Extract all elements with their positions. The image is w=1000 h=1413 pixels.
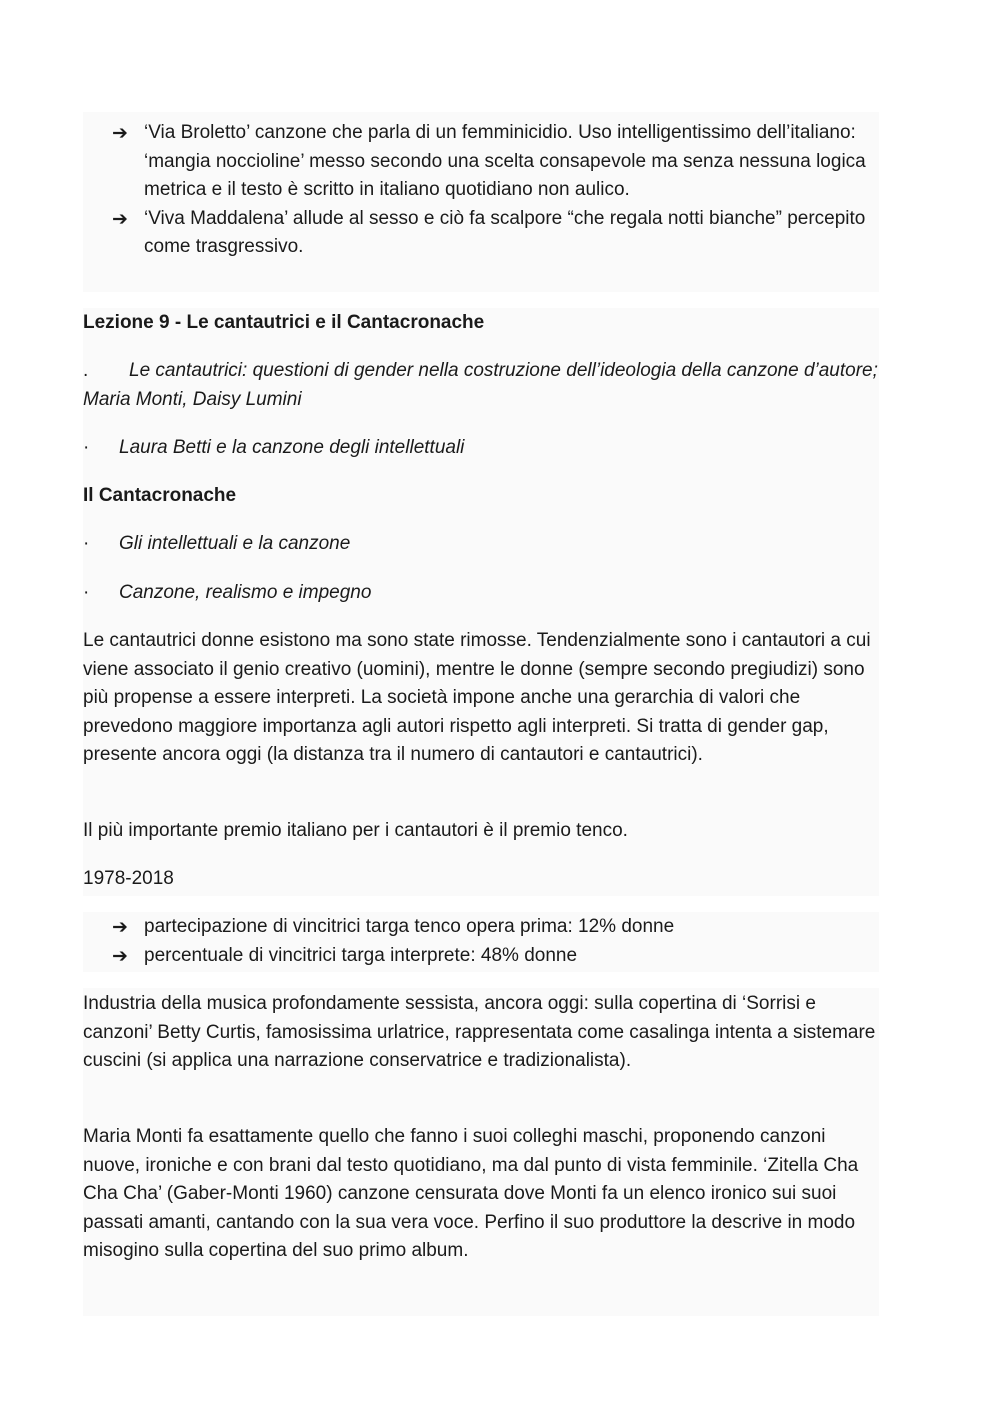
bullet-item — [112, 913, 882, 942]
arrow-icon: ➔ — [112, 207, 128, 230]
bullet-text: partecipazione di vincitrici targa tenco opera prima: 12% donne — [144, 916, 675, 937]
stats-bullet-list — [112, 913, 882, 970]
topic-item — [83, 530, 883, 559]
bullet-item — [112, 205, 882, 262]
section-heading: Il Cantacronache — [83, 485, 237, 506]
top-bullet-list — [112, 119, 882, 262]
paragraph: Industria della musica profondamente sessista, ancora oggi: sulla copertina di ‘Sorrisi e canzoni’ Betty Curtis, famosissima urlatrice, rappresentata come casalinga intenta a sistemare cuscini (si applica una narrazione conservatrice e tradizionalista). — [83, 993, 876, 1071]
bullet-text: percentuale di vincitrici targa interprete: 48% donne — [144, 944, 578, 966]
topic-marker: . — [83, 360, 89, 381]
years-label: 1978-2018 — [83, 868, 174, 889]
arrow-icon: ➔ — [112, 122, 128, 144]
lesson-heading: Lezione 9 - Le cantautrici e il Cantacronache — [83, 312, 485, 333]
paragraph: Le cantautrici donne esistono ma sono state rimosse. Tendenzialmente sono i cantautori a cui viene associato il genio creativo (uomini), mentre le donne (sempre secondo pregiudizi) sono più propense a essere interpreti. La società impone anche una gerarchia di valori che prevedono maggiore importanza agli autori rispetto agli interpreti. Si tratta di gender gap, presente ancora oggi (la distanza tra il numero di cantautori e cantautrici). — [83, 630, 871, 765]
paragraph: Il più importante premio italiano per i cantautori è il premio tenco. — [83, 820, 628, 841]
topic-marker: · — [83, 533, 90, 554]
topic-marker: · — [83, 437, 90, 458]
bullet-text: ‘Viva Maddalena’ allude al sesso e ciò fa scalpore “che regala notti bianche” percepito come trasgressivo. — [144, 207, 866, 257]
topic-text: Gli intellettuali e la canzone — [119, 533, 351, 554]
arrow-icon: ➔ — [112, 916, 128, 938]
arrow-icon: ➔ — [112, 944, 128, 967]
bullet-item — [112, 119, 882, 205]
paragraph: Maria Monti fa esattamente quello che fanno i suoi colleghi maschi, proponendo canzoni nuove, ironiche e con brani dal testo quotidiano, ma dal punto di vista femminile. ‘Zitella Cha Cha Cha’ (Gaber-Monti 1960) canzone censurata dove Monti fa un elenco ironico sui suoi passati amanti, cantando con la sua vera voce. Perfino il suo produttore la descrive in modo misogino sulla copertina del suo primo album. — [83, 1126, 859, 1261]
topic-item — [83, 579, 883, 608]
topic-text: Le cantautrici: questioni di gender nella costruzione dell’ideologia della canzone d’autore; Maria Monti, Daisy Lumini — [83, 360, 878, 410]
bullet-item — [112, 942, 882, 971]
topic-marker: · — [83, 582, 90, 603]
topic-item — [83, 357, 883, 414]
topic-text: Laura Betti e la canzone degli intellettuali — [119, 437, 465, 458]
topic-item — [83, 434, 883, 463]
bullet-text: ‘Via Broletto’ canzone che parla di un femminicidio. Uso intelligentissimo dell’italiano: ‘mangia noccioline’ messo secondo una scelta consapevole ma senza nessuna logica metrica e il testo è scritto in italiano quotidiano non aulico. — [144, 122, 866, 200]
topic-text: Canzone, realismo e impegno — [119, 582, 372, 603]
